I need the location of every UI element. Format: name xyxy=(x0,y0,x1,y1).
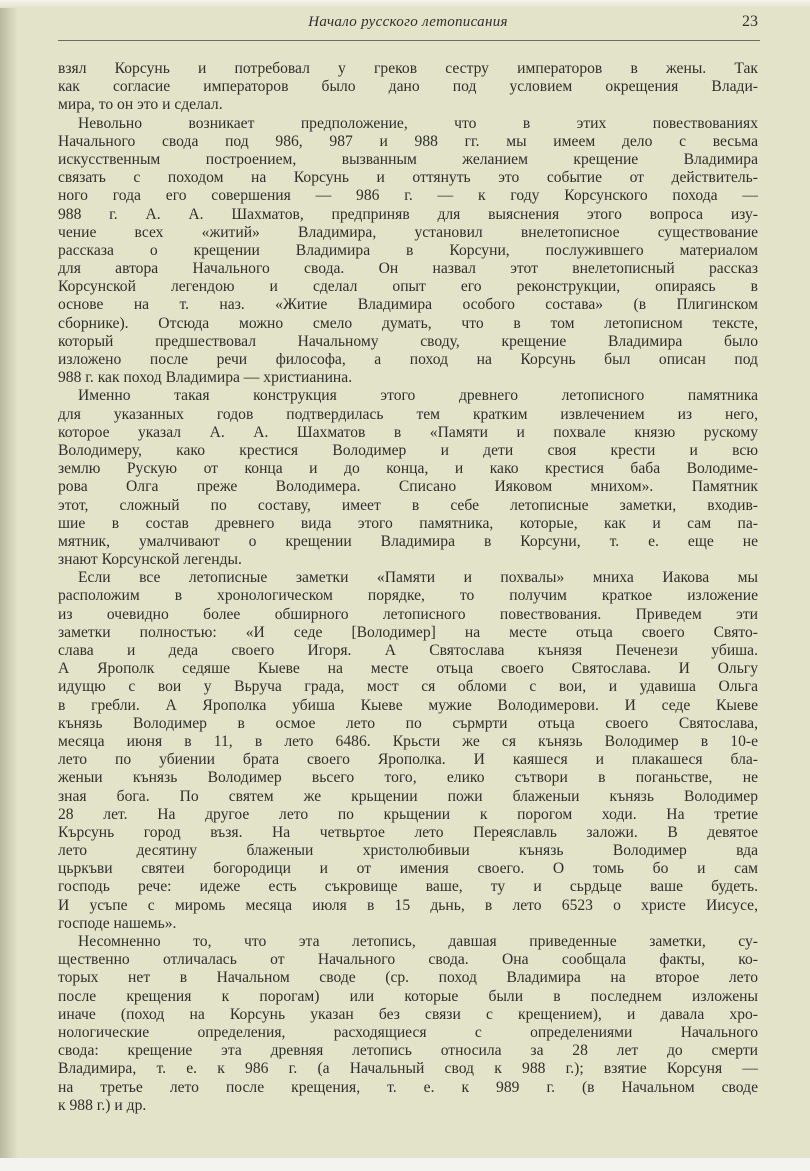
text-line: после крещения к порогам) или которые были в последнем изложены xyxy=(58,987,758,1005)
text-line: торых нет в Начальном своде (ср. поход Владимира на второе лето xyxy=(58,969,758,987)
text-line: для указанных годов подтвердилась тем кратким извлечением из него, xyxy=(58,405,758,423)
text-line: идущю с вои у Вьруча града, мост ся обломи с вои, и удавиша Ольга xyxy=(58,678,758,696)
page-top-edge xyxy=(0,0,810,8)
paragraph xyxy=(58,115,758,388)
text-line: Именно такая конструкция этого древнего летописного памятника xyxy=(78,387,758,405)
text-line: который предшествовал Начальному своду, крещение Владимира было xyxy=(58,332,758,350)
page-body xyxy=(58,60,758,1115)
text-line: 988 г. А. А. Шахматов, предприняв для выяснения этого вопроса изу- xyxy=(58,205,758,223)
paragraph xyxy=(58,60,758,115)
text-line: рассказа о крещении Владимира в Корсуни, послужившего материалом xyxy=(58,241,758,259)
text-line: Если все летописные заметки «Памяти и похвалы» мниха Иакова мы xyxy=(78,569,758,587)
text-line: расположим в хронологическом порядке, то получим краткое изложение xyxy=(58,587,758,605)
text-line: взял Корсунь и потребовал у греков сестру императоров в жены. Так xyxy=(58,60,758,77)
text-line: чение всех «житий» Владимира, установил внелетописное существование xyxy=(58,223,758,241)
paragraph xyxy=(58,387,758,569)
header-rule xyxy=(58,40,760,41)
text-line: в гребли. А Ярополка убиша Кыеве мужие Володимерови. И седе Кыеве xyxy=(58,696,758,714)
text-line: мира, то он это и сделал. xyxy=(58,96,223,114)
page-header xyxy=(58,10,758,36)
text-line: Володимеру, како крестися Володимер и дети своя крести и всю xyxy=(58,441,758,459)
text-line: лето десятину блаженыи христолюбивыи кънязь Володимер вда xyxy=(58,842,758,860)
text-line: 988 г. как поход Владимира — христианина. xyxy=(58,369,353,387)
text-line: женыи кънязь Володимер вьсего того, елико сътвори в поганьстве, не xyxy=(58,769,758,787)
text-line: для автора Начального свода. Он назвал этот внелетописный рассказ xyxy=(58,260,758,278)
text-line: Кърсунь город възя. На четвьртое лето Переяславль заложи. В девятое xyxy=(58,823,758,841)
text-line: искусственным построением, вызванным желанием крещение Владимира xyxy=(58,150,758,168)
text-line: зная бога. По святем же крьщении пожи блаженыи кънязь Володимер xyxy=(58,787,758,805)
text-line: кънязь Володимер в осмое лето по сърмрти отьца своего Святослава, xyxy=(58,714,758,732)
page-bottom-margin xyxy=(0,1158,810,1171)
text-line: А Ярополк седяше Кыеве на месте отьца своего Святослава. И Ольгу xyxy=(58,660,758,678)
text-line: связать с походом на Корсунь и оттянуть это событие от действитель- xyxy=(58,169,758,187)
text-line: лето по убиении брата своего Ярополка. И каяшеся и плакашеся бла- xyxy=(58,751,758,769)
text-line: знают Корсунской легенды. xyxy=(58,551,242,569)
text-line: Несомненно то, что эта летопись, давшая приведенные заметки, су- xyxy=(78,933,758,950)
text-line: Начального свода под 986, 987 и 988 гг. мы имеем дело с весьма xyxy=(58,132,758,150)
text-line: слава и деда своего Игоря. А Святослава кънязя Печенези убиша. xyxy=(58,642,758,659)
text-line: на третье лето после крещения, т. е. к 989 г. (в Начальном своде xyxy=(58,1078,758,1096)
text-line: Невольно возникает предположение, что в этих повествованиях xyxy=(78,114,758,132)
text-line: изложено после речи философа, а поход на Корсунь был описан под xyxy=(58,351,758,368)
text-line: щественно отличалась от Начального свода. Она сообщала факты, ко- xyxy=(58,951,758,969)
text-line: иначе (поход на Корсунь указан без связи с крещением), и давала хро- xyxy=(58,1005,758,1023)
text-line: господь рече: идеже есть съкровище ваше, ту и сьрдьце ваше будеть. xyxy=(58,878,758,896)
running-title: Начало русского летописания xyxy=(308,14,508,30)
page-number: 23 xyxy=(742,13,758,30)
page-edge-shadow xyxy=(0,0,18,1171)
text-line: шие в состав древнего вида этого памятника, которые, как и сам па- xyxy=(58,514,758,532)
paragraph xyxy=(58,933,758,1115)
text-line: этот, сложный по составу, имеет в себе летописные заметки, входив- xyxy=(58,496,758,514)
text-line: Владимира, т. е. к 986 г. (а Начальный свод к 988 г.); взятие Корсуня — xyxy=(58,1060,758,1078)
text-line: 28 лет. На другое лето по крьщении к порогом ходи. На третие xyxy=(58,805,758,823)
text-line: основе на т. наз. «Житие Владимира особого состава» (в Плигинском xyxy=(58,296,758,314)
text-line: цьркъви святеи богородици и от имения своего. О томь бо и сам xyxy=(58,860,758,878)
text-line: месяца июня в 11, в лето 6486. Крьсти же ся кънязь Володимер в 10-е xyxy=(58,732,758,750)
text-line: заметки полностью: «И седе [Володимер] на месте отьца своего Свято- xyxy=(58,623,758,641)
text-line: господе нашемь». xyxy=(58,914,177,932)
text-line: землю Рускую от конца и до конца, и како крестися баба Володиме- xyxy=(58,460,758,478)
text-line: рова Олга преже Володимера. Списано Ияковом мнихом». Памятник xyxy=(58,478,758,496)
text-line: свода: крещение эта древняя летопись относила за 28 лет до смерти xyxy=(58,1042,758,1060)
text-line: Корсунской легендою и сделал опыт его реконструкции, опираясь в xyxy=(58,278,758,296)
text-line: к 988 г.) и др. xyxy=(58,1096,147,1114)
text-line: мятник, умалчивают о крещении Владимира в Корсуни, т. е. еще не xyxy=(58,532,758,550)
text-line: как согласие императоров было дано под условием окрещения Влади- xyxy=(58,78,758,96)
text-line: которое указал А. А. Шахматов в «Памяти и похвале князю рускому xyxy=(58,423,758,441)
text-line: И усъпе с миромь месяца июля в 15 дьнь, в лето 6523 о христе Иисусе, xyxy=(58,896,758,914)
text-line: нологические определения, расходящиеся с определениями Начального xyxy=(58,1023,758,1041)
text-line: из очевидно более обширного летописного повествования. Приведем эти xyxy=(58,605,758,623)
text-line: сборнике). Отсюда можно смело думать, что в том летописном тексте, xyxy=(58,314,758,332)
paragraph xyxy=(58,569,758,933)
text-line: ного года его совершения — 986 г. — к году Корсунского похода — xyxy=(58,187,758,205)
